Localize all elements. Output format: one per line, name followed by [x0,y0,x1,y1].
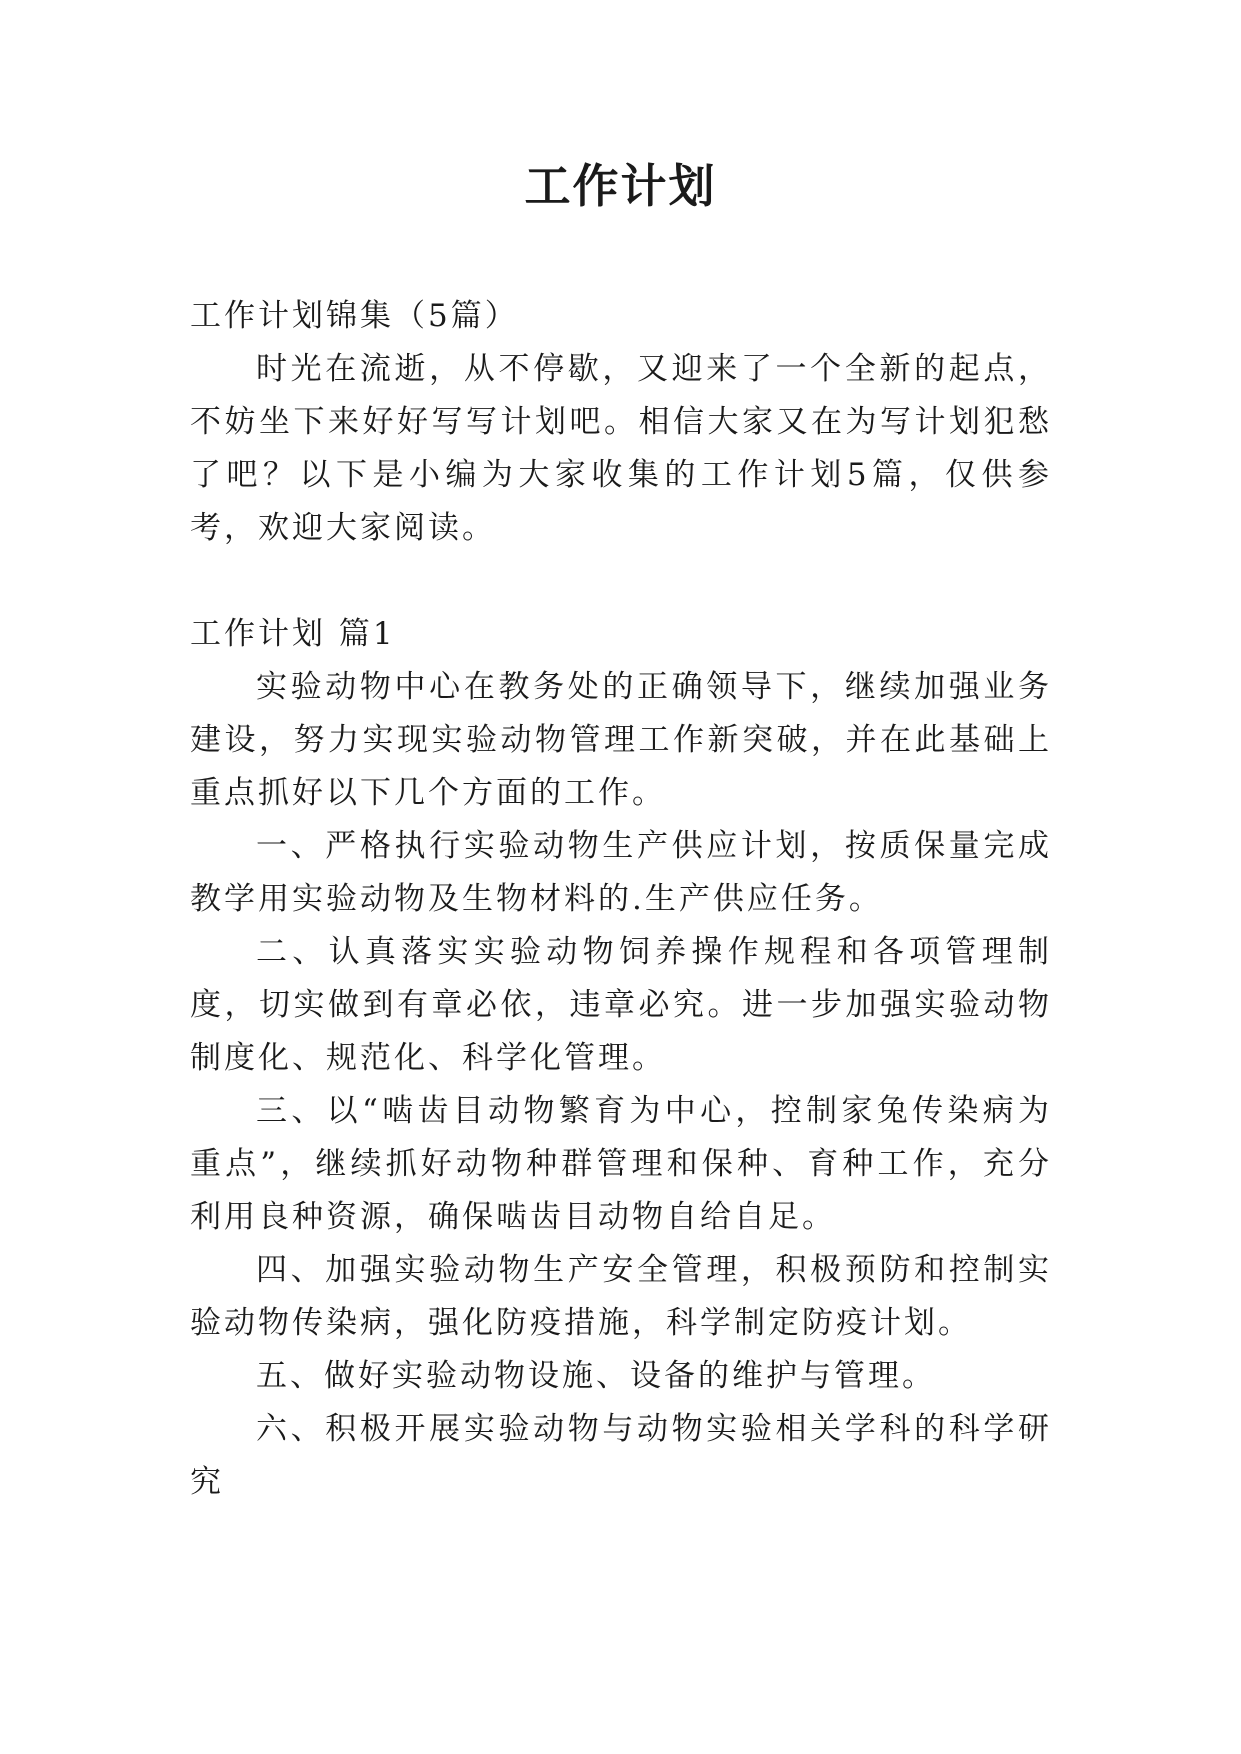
document-body [190,290,1052,1509]
paragraph: 六、积极开展实验动物与动物实验相关学科的科学研究 [190,1411,1052,1500]
page-title: 工作计划 [524,159,717,213]
section-heading: 工作计划 篇1 [190,616,396,652]
paragraph: 二、认真落实实验动物饲养操作规程和各项管理制度，切实做到有章必依，违章必究。进一步加强实验动物制度化、规范化、科学化管理。 [190,934,1052,1076]
intro-paragraph: 时光在流逝，从不停歇，又迎来了一个全新的起点，不妨坐下来好好写写计划吧。相信大家又在为写计划犯愁了吧？以下是小编为大家收集的工作计划5篇，仅供参考，欢迎大家阅读。 [190,351,1052,546]
paragraph: 四、加强实验动物生产安全管理，积极预防和控制实验动物传染病，强化防疫措施，科学制定防疫计划。 [190,1252,1052,1341]
paragraph: 实验动物中心在教务处的正确领导下，继续加强业务建设，努力实现实验动物管理工作新突破，并在此基础上重点抓好以下几个方面的工作。 [190,669,1052,811]
paragraph: 一、严格执行实验动物生产供应计划，按质保量完成教学用实验动物及生物材料的.生产供应任务。 [190,828,1052,917]
paragraph: 三、以“啮齿目动物繁育为中心，控制家兔传染病为重点”，继续抓好动物种群管理和保种、育种工作，充分利用良种资源，确保啮齿目动物自给自足。 [190,1093,1052,1235]
paragraph: 五、做好实验动物设施、设备的维护与管理。 [256,1358,936,1394]
collection-heading: 工作计划锦集（5篇） [190,298,519,334]
